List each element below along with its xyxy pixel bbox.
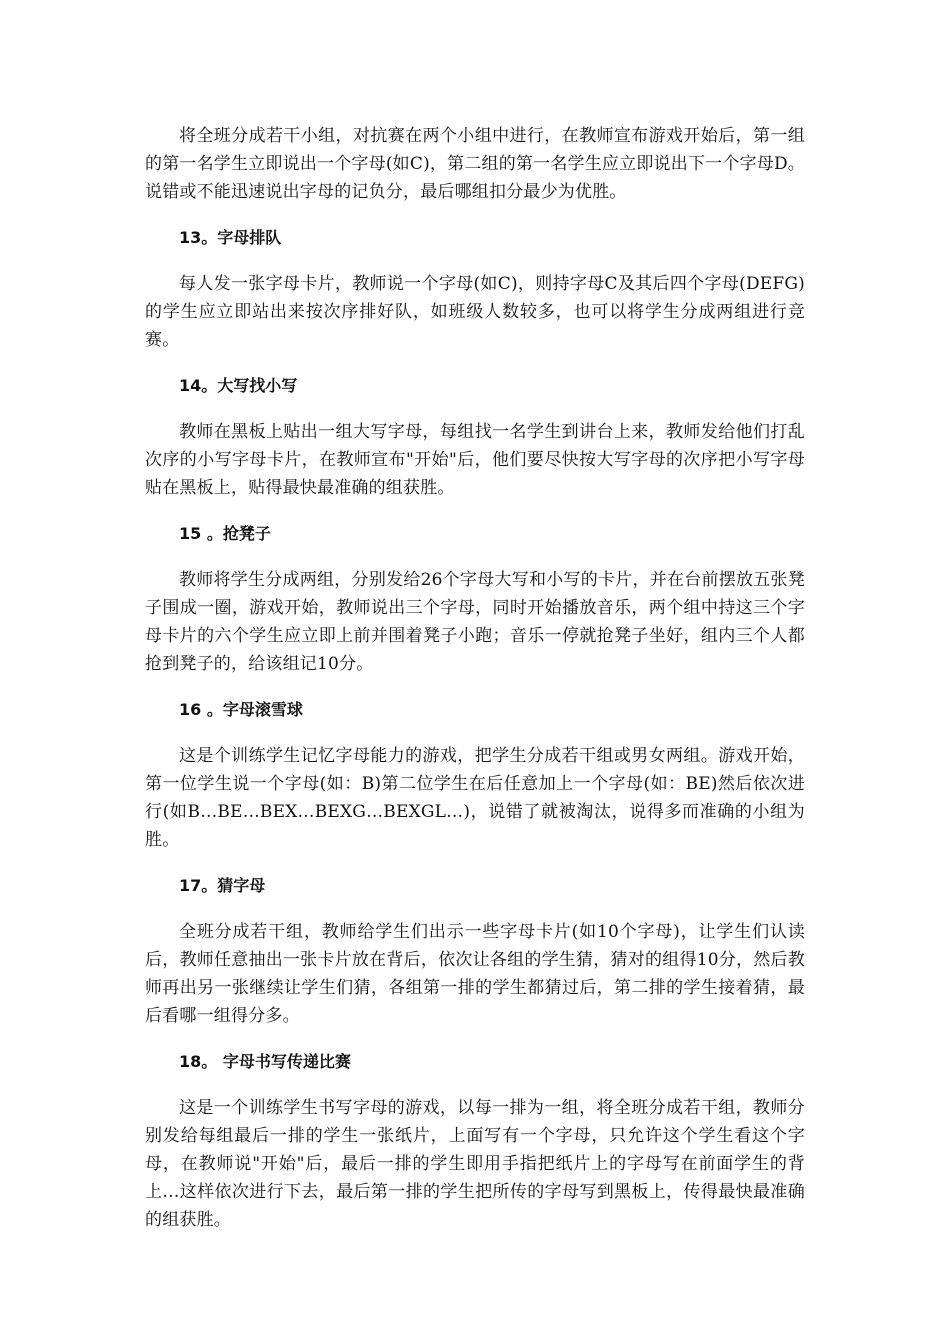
section-heading-18: 18。 字母书写传递比赛 (179, 1052, 351, 1071)
section-body-14: 教师在黑板上贴出一组大写字母，每组找一名学生到讲台上来，教师发给他们打乱次序的小写字母卡片，在教师宣布"开始"后，他们要尽快按大写字母的次序把小写字母贴在黑板上，贴得最快最准确的组获胜。 (145, 422, 805, 498)
section-body-17: 全班分成若干组，教师给学生们出示一些字母卡片(如10个字母)，让学生们认读后，教师任意抽出一张卡片放在背后，依次让各组的学生猜，猜对的组得10分，然后教师再出另一张继续让学生们猜，各组第一排的学生都猜过后，第二排的学生接着猜，最后看哪一组得分多。 (145, 922, 805, 1026)
section-body-15: 教师将学生分成两组，分别发给26个字母大写和小写的卡片，并在台前摆放五张凳子围成一圈，游戏开始，教师说出三个字母，同时开始播放音乐，两个组中持这三个字母卡片的六个学生应立即上前并围着凳子小跑；音乐一停就抢凳子坐好，组内三个人都抢到凳子的，给该组记10分。 (145, 570, 805, 674)
section-body-18: 这是一个训练学生书写字母的游戏，以每一排为一组，将全班分成若干组，教师分别发给每组最后一排的学生一张纸片，上面写有一个字母，只允许这个学生看这个字母，在教师说"开始"后，最后一排的学生即用手指把纸片上的字母写在前面学生的背上…这样依次进行下去，最后第一排的学生把所传的字母写到黑板上，传得最快最准确的组获胜。 (145, 1098, 805, 1230)
section-heading-14: 14。大写找小写 (179, 376, 298, 395)
section-heading-17: 17。猜字母 (179, 876, 266, 895)
intro-paragraph: 将全班分成若干小组，对抗赛在两个小组中进行，在教师宣布游戏开始后，第一组的第一名学生立即说出一个字母(如C)，第二组的第一名学生应立即说出下一个字母D。说错或不能迅速说出字母的记负分，最后哪组扣分最少为优胜。 (145, 126, 805, 202)
section-body-16: 这是个训练学生记忆字母能力的游戏，把学生分成若干组或男女两组。游戏开始，第一位学生说一个字母(如：B)第二位学生在后任意加上一个字母(如：BE)然后依次进行(如B…BE…BEX…BEXG…BEXGL…)，说错了就被淘汰，说得多而准确的小组为胜。 (145, 746, 805, 850)
section-body-13: 每人发一张字母卡片，教师说一个字母(如C)，则持字母C及其后四个字母(DEFG)的学生应立即站出来按次序排好队，如班级人数较多，也可以将学生分成两组进行竞赛。 (145, 274, 805, 350)
section-heading-13: 13。字母排队 (179, 228, 282, 247)
section-heading-15: 15 。抢凳子 (179, 524, 271, 543)
section-heading-16: 16 。字母滚雪球 (179, 700, 303, 719)
document-body (145, 122, 805, 1252)
